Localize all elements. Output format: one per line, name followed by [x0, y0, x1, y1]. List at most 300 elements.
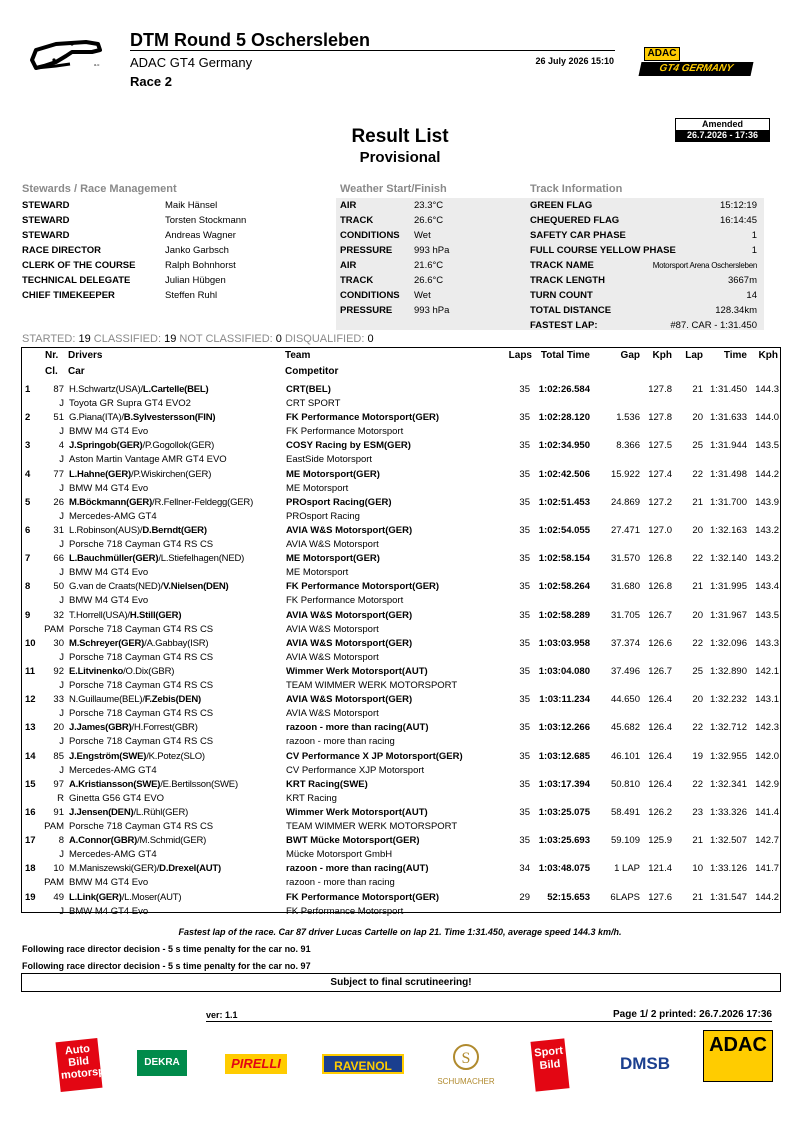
- car-number: 50: [53, 581, 64, 593]
- team: AVIA W&S Motorsport(GER): [286, 637, 413, 649]
- car-number: 33: [53, 694, 64, 706]
- car-number: 8: [58, 835, 64, 847]
- document-status: Provisional: [359, 149, 441, 166]
- driver-primary: A.Kristiansson(SWE): [69, 778, 161, 790]
- car-model: Porsche 718 Cayman GT4 RS CS: [69, 539, 214, 550]
- drivers: [69, 891, 181, 905]
- laps: 29: [519, 891, 530, 903]
- weather-title: Weather Start/Finish: [340, 183, 447, 195]
- best-lap-number: 21: [692, 496, 703, 508]
- col-team: Team: [285, 350, 311, 361]
- team: KRT Racing(SWE): [286, 778, 368, 790]
- best-lap-time: 1:32.232: [710, 694, 747, 706]
- kph: 121.4: [648, 863, 672, 875]
- class: J: [59, 680, 64, 691]
- laps: 35: [519, 553, 530, 565]
- steward-name: Steffen Ruhl: [165, 290, 218, 301]
- team: COSY Racing by ESM(GER): [286, 440, 411, 452]
- drivers: [69, 665, 174, 679]
- driver-primary: L.Bauchmüller(GER): [69, 553, 159, 565]
- best-lap-time: 1:31.944: [710, 440, 747, 452]
- class: J: [59, 426, 64, 438]
- competitor: KRT Racing: [286, 792, 337, 804]
- drivers: [69, 411, 215, 425]
- total-time: 1:03:25.075: [538, 807, 590, 818]
- page-info: Page 1/ 2 printed: 26.7.2026 17:36: [613, 1009, 772, 1020]
- track-info-label: GREEN FLAG: [530, 200, 593, 211]
- best-lap-number: 20: [692, 412, 703, 424]
- driver-secondary: H.Schwartz(USA)/: [69, 384, 143, 395]
- car-number: 32: [53, 609, 64, 621]
- drivers: [69, 524, 207, 538]
- drivers: [69, 806, 188, 820]
- car-model: Ginetta G56 GT4 EVO: [69, 792, 165, 804]
- gap: 8.366: [616, 440, 640, 452]
- result-position: 14: [25, 750, 36, 762]
- driver-primary: V.Nielsen(DEN): [163, 581, 229, 593]
- weather-label: PRESSURE: [340, 245, 393, 256]
- laps: 35: [519, 525, 530, 536]
- class: J: [59, 595, 64, 607]
- result-position: 6: [25, 525, 31, 536]
- decision-note-2: Following race director decision - 5 s time penalty for the car no. 97: [22, 961, 311, 971]
- weather-label: AIR: [340, 200, 357, 211]
- weather-label: TRACK: [340, 275, 374, 286]
- best-lap-kph: 144.2: [755, 891, 779, 903]
- driver-primary: F.Zebis(DEN): [144, 694, 201, 706]
- best-lap-kph: 144.0: [755, 412, 779, 424]
- best-lap-kph: 142.0: [755, 750, 779, 762]
- started-count: 19: [78, 333, 91, 345]
- col-class: Cl.: [45, 366, 58, 377]
- competitor: TEAM WIMMER WERK MOTORSPORT: [286, 680, 458, 691]
- gap: 1.536: [616, 412, 640, 424]
- car-model: BMW M4 GT4 Evo: [69, 595, 149, 607]
- total-time: 1:03:12.685: [538, 750, 590, 762]
- team: AVIA W&S Motorsport(GER): [286, 694, 413, 706]
- result-position: 10: [25, 637, 36, 649]
- result-position: 19: [25, 891, 36, 903]
- schumacher-logo: [434, 1042, 498, 1088]
- gap: 58.491: [610, 807, 640, 818]
- track-info-label: TURN COUNT: [530, 290, 593, 301]
- class: J: [59, 905, 64, 917]
- best-lap-time: 1:33.326: [710, 807, 747, 818]
- competitor: razoon - more than racing: [286, 877, 395, 889]
- amended-timestamp: 26.7.2026 - 17:36: [676, 130, 769, 141]
- laps: 35: [519, 807, 530, 818]
- weather-value: 23.3°C: [414, 200, 444, 211]
- car-number: 31: [53, 525, 64, 536]
- steward-name: Andreas Wagner: [165, 230, 236, 241]
- result-position: 7: [25, 553, 31, 565]
- total-time: 1:02:51.453: [538, 496, 590, 508]
- competitor: AVIA W&S Motorsport: [286, 651, 379, 663]
- gap: 31.570: [610, 553, 640, 565]
- competitor: EastSide Motorsport: [286, 454, 373, 466]
- weather-label: CONDITIONS: [340, 230, 400, 241]
- competitor: ME Motorsport: [286, 482, 349, 494]
- class: J: [59, 454, 64, 466]
- class: PAM: [44, 821, 64, 832]
- col-total-time: Total Time: [540, 350, 590, 361]
- best-lap-time: 1:33.126: [710, 863, 747, 875]
- best-lap-kph: 142.9: [755, 778, 779, 790]
- best-lap-kph: 143.5: [755, 440, 779, 452]
- car-model: Porsche 718 Cayman GT4 RS CS: [69, 680, 214, 691]
- driver-primary: J.Engström(SWE): [69, 750, 147, 762]
- track-info-value: 16:14:45: [720, 215, 757, 226]
- dekra-logo: DEKRA: [137, 1050, 187, 1076]
- driver-primary: J.Jensen(DEN): [69, 807, 134, 818]
- competitor: AVIA W&S Motorsport: [286, 708, 379, 720]
- drivers: [69, 693, 201, 707]
- laps: 35: [519, 496, 530, 508]
- class: J: [59, 764, 64, 776]
- col-lap: Lap: [685, 350, 703, 361]
- best-lap-kph: 141.7: [755, 863, 779, 875]
- best-lap-number: 19: [692, 750, 703, 762]
- driver-primary: M.Böckmann(GER): [69, 496, 153, 508]
- drivers: [69, 496, 253, 510]
- amended-label: Amended: [676, 119, 769, 130]
- driver-secondary: /L.Moser(AUT): [121, 891, 182, 903]
- classification-counts: [22, 333, 374, 345]
- best-lap-kph: 144.2: [755, 468, 779, 480]
- col-nr: Nr.: [45, 350, 59, 361]
- drivers: [69, 468, 211, 482]
- class: J: [59, 539, 64, 550]
- drivers: [69, 580, 228, 594]
- classified-count: 19: [164, 333, 177, 345]
- driver-secondary: G.Piana(ITA)/: [69, 412, 124, 424]
- total-time: 1:02:58.289: [538, 609, 590, 621]
- best-lap-number: 10: [692, 863, 703, 875]
- best-lap-number: 20: [692, 694, 703, 706]
- result-position: 8: [25, 581, 31, 593]
- col-kph: Kph: [652, 350, 672, 361]
- car-model: Aston Martin Vantage AMR GT4 EVO: [69, 454, 227, 466]
- car-model: Porsche 718 Cayman GT4 RS CS: [69, 821, 214, 832]
- started-label: STARTED:: [22, 333, 76, 345]
- car-number: 92: [53, 666, 64, 677]
- track-info-value: 1: [751, 245, 757, 256]
- track-info-label: TRACK LENGTH: [530, 275, 605, 286]
- team: FK Performance Motorsport(GER): [286, 412, 440, 424]
- total-time: 1:02:58.264: [538, 581, 590, 593]
- decision-note-1: Following race director decision - 5 s time penalty for the car no. 91: [22, 944, 311, 954]
- col-gap: Gap: [620, 350, 640, 361]
- track-info-label: SAFETY CAR PHASE: [530, 230, 626, 241]
- class: J: [59, 482, 64, 494]
- track-info-title: Track Information: [530, 183, 623, 195]
- driver-primary: B.Sylvestersson(FIN): [123, 412, 216, 424]
- competitor: FK Performance Motorsport: [286, 595, 404, 607]
- best-lap-kph: 142.3: [755, 722, 779, 734]
- driver-primary: H.Still(GER): [129, 609, 182, 621]
- adac-logo-text: ADAC: [644, 47, 680, 61]
- track-info-value: 3667m: [727, 275, 757, 286]
- event-date: 26 July 2026 15:10: [535, 56, 614, 66]
- col-drivers: Drivers: [68, 350, 103, 361]
- driver-secondary: /M.Schmid(GER): [137, 835, 207, 847]
- kph: 126.6: [648, 637, 672, 649]
- steward-role: CLERK OF THE COURSE: [22, 260, 136, 271]
- laps: 35: [519, 666, 530, 677]
- weather-value: 993 hPa: [414, 245, 450, 256]
- best-lap-kph: 143.3: [755, 637, 779, 649]
- car-model: Porsche 718 Cayman GT4 RS CS: [69, 736, 214, 748]
- weather-label: AIR: [340, 260, 357, 271]
- steward-name: Torsten Stockmann: [165, 215, 247, 226]
- schumacher-crest-icon: [434, 1042, 498, 1072]
- best-lap-time: 1:32.341: [710, 778, 747, 790]
- best-lap-number: 21: [692, 384, 703, 395]
- class: J: [59, 651, 64, 663]
- gt4-germany-text: GT4 GERMANY: [639, 62, 754, 76]
- total-time: 1:03:04.080: [538, 666, 590, 677]
- car-number: 4: [58, 440, 64, 452]
- car-model: Mercedes-AMG GT4: [69, 510, 157, 522]
- car-number: 51: [53, 412, 64, 424]
- driver-secondary: /P.Gogollok(GER): [142, 440, 215, 452]
- laps: 35: [519, 778, 530, 790]
- driver-secondary: /E.Bertilsson(SWE): [160, 778, 238, 790]
- car-model: Porsche 718 Cayman GT4 RS CS: [69, 623, 214, 635]
- kph: 127.0: [648, 525, 672, 536]
- sportbild-logo: Sport Bild: [530, 1038, 569, 1091]
- event-title: DTM Round 5 Oschersleben: [130, 30, 371, 50]
- kph: 126.7: [648, 666, 672, 677]
- competitor: razoon - more than racing: [286, 736, 395, 748]
- car-number: 10: [53, 863, 64, 875]
- best-lap-time: 1:31.633: [710, 412, 747, 424]
- drivers: [69, 834, 206, 848]
- competitor: FK Performance Motorsport: [286, 905, 404, 917]
- result-position: 4: [25, 468, 31, 480]
- best-lap-time: 1:31.700: [710, 496, 747, 508]
- competitor: Mücke Motorsport GmbH: [286, 849, 393, 861]
- total-time: 1:03:03.958: [538, 637, 590, 649]
- drivers: [69, 383, 209, 397]
- car-number: 66: [53, 553, 64, 565]
- gap: 31.705: [610, 609, 640, 621]
- steward-name: Ralph Bohnhorst: [165, 260, 236, 271]
- header-divider: [130, 50, 615, 51]
- driver-primary: A.Connor(GBR): [69, 835, 138, 847]
- driver-secondary: L.Robinson(AUS)/: [69, 525, 143, 536]
- best-lap-kph: 143.5: [755, 609, 779, 621]
- race-name: Race 2: [130, 74, 172, 89]
- car-model: Mercedes-AMG GT4: [69, 849, 157, 861]
- track-info-value: 128.34km: [715, 305, 757, 316]
- team: AVIA W&S Motorsport(GER): [286, 525, 413, 536]
- disqualified-label: DISQUALIFIED:: [284, 333, 365, 345]
- car-number: 49: [53, 891, 64, 903]
- kph: 127.4: [648, 468, 672, 480]
- steward-role: RACE DIRECTOR: [22, 245, 101, 256]
- team: PROsport Racing(GER): [286, 496, 392, 508]
- driver-secondary: T.Horrell(USA)/: [69, 609, 130, 621]
- gap: 50.810: [610, 778, 640, 790]
- laps: 35: [519, 468, 530, 480]
- car-model: Mercedes-AMG GT4: [69, 764, 157, 776]
- document-title: Result List: [351, 126, 449, 147]
- gap: 6LAPS: [610, 891, 640, 903]
- total-time: 1:03:25.693: [538, 835, 590, 847]
- best-lap-kph: 141.4: [755, 807, 779, 818]
- car-number: 97: [53, 778, 64, 790]
- driver-secondary: G.van de Craats(NED)/: [69, 581, 163, 593]
- steward-role: STEWARD: [22, 200, 70, 211]
- result-position: 11: [25, 666, 36, 677]
- driver-secondary: /P.Wiskirchen(GER): [131, 468, 212, 480]
- best-lap-kph: 142.7: [755, 835, 779, 847]
- drivers: [69, 778, 238, 792]
- gap: 59.109: [610, 835, 640, 847]
- best-lap-kph: 142.1: [755, 666, 779, 677]
- car-model: BMW M4 GT4 Evo: [69, 426, 149, 438]
- kph: 126.8: [648, 581, 672, 593]
- best-lap-number: 25: [692, 666, 703, 677]
- best-lap-number: 20: [692, 609, 703, 621]
- best-lap-number: 21: [692, 581, 703, 593]
- steward-role: TECHNICAL DELEGATE: [22, 275, 131, 286]
- total-time: 52:15.653: [547, 891, 590, 903]
- stewards-title: Stewards / Race Management: [22, 183, 177, 195]
- gap: 1 LAP: [614, 863, 640, 875]
- team: ME Motorsport(GER): [286, 468, 380, 480]
- best-lap-time: 1:31.498: [710, 468, 747, 480]
- gap: 46.101: [610, 750, 640, 762]
- best-lap-kph: 143.1: [755, 694, 779, 706]
- total-time: 1:02:58.154: [538, 553, 590, 565]
- best-lap-kph: 143.4: [755, 581, 779, 593]
- pirelli-logo: PIRELLI: [225, 1054, 287, 1074]
- class: J: [59, 736, 64, 748]
- weather-label: PRESSURE: [340, 305, 393, 316]
- best-lap-time: 1:32.890: [710, 666, 747, 677]
- total-time: 1:02:34.950: [538, 440, 590, 452]
- best-lap-kph: 143.9: [755, 496, 779, 508]
- series-name: ADAC GT4 Germany: [130, 55, 253, 70]
- result-position: 15: [25, 778, 36, 790]
- best-lap-number: 21: [692, 891, 703, 903]
- kph: 126.2: [648, 807, 672, 818]
- competitor: AVIA W&S Motorsport: [286, 623, 379, 635]
- competitor: CRT SPORT: [286, 398, 341, 409]
- best-lap-number: 21: [692, 835, 703, 847]
- weather-value: Wet: [414, 290, 431, 301]
- best-lap-number: 22: [692, 637, 703, 649]
- car-number: 30: [53, 637, 64, 649]
- laps: 35: [519, 412, 530, 424]
- competitor: PROsport Racing: [286, 510, 360, 522]
- kph: 126.4: [648, 778, 672, 790]
- best-lap-time: 1:32.140: [710, 553, 747, 565]
- car-number: 26: [53, 496, 64, 508]
- car-number: 85: [53, 750, 64, 762]
- kph: 127.6: [648, 891, 672, 903]
- col-laps: Laps: [508, 350, 532, 361]
- class: J: [59, 398, 64, 409]
- gap: 24.869: [610, 496, 640, 508]
- weather-value: 993 hPa: [414, 305, 450, 316]
- driver-secondary: N.Guillaume(BEL)/: [69, 694, 145, 706]
- class: R: [57, 792, 64, 804]
- total-time: 1:02:28.120: [538, 412, 590, 424]
- steward-name: Julian Hübgen: [165, 275, 226, 286]
- steward-role: CHIEF TIMEKEEPER: [22, 290, 115, 301]
- steward-name: Maik Hänsel: [165, 200, 218, 211]
- team: razoon - more than racing(AUT): [286, 722, 429, 734]
- driver-secondary: /L.Rühl(GER): [133, 807, 189, 818]
- version: ver: 1.1: [206, 1010, 238, 1020]
- car-model: Porsche 718 Cayman GT4 RS CS: [69, 708, 214, 720]
- best-lap-time: 1:32.163: [710, 525, 747, 536]
- weather-label: TRACK: [340, 215, 374, 226]
- driver-secondary: /A.Gabbay(ISR): [144, 637, 209, 649]
- result-position: 3: [25, 440, 31, 452]
- weather-value: Wet: [414, 230, 431, 241]
- kph: 126.4: [648, 722, 672, 734]
- track-info-label: TOTAL DISTANCE: [530, 305, 612, 316]
- track-layout-logo: [26, 30, 118, 78]
- car-model: Toyota GR Supra GT4 EVO2: [69, 398, 191, 409]
- gap: 15.922: [610, 468, 640, 480]
- result-position: 1: [25, 384, 31, 395]
- weather-value: 26.6°C: [414, 215, 444, 226]
- scrutineering-notice: Subject to final scrutineering!: [21, 973, 781, 992]
- competitor: FK Performance Motorsport: [286, 426, 404, 438]
- track-info-label: FULL COURSE YELLOW PHASE: [530, 245, 676, 256]
- steward-name: Janko Garbsch: [165, 245, 229, 256]
- kph: 125.9: [648, 835, 672, 847]
- kph: 126.7: [648, 609, 672, 621]
- car-number: 20: [53, 722, 64, 734]
- team: CV Performance X JP Motorsport(GER): [286, 750, 463, 762]
- driver-secondary: /K.Potez(SLO): [146, 750, 205, 762]
- best-lap-number: 23: [692, 807, 703, 818]
- team: razoon - more than racing(AUT): [286, 863, 429, 875]
- kph: 127.5: [648, 440, 672, 452]
- gap: 37.496: [610, 666, 640, 677]
- drivers: [69, 750, 205, 764]
- driver-primary: D.Drexel(AUT): [159, 863, 221, 875]
- team: Wimmer Werk Motorsport(AUT): [286, 807, 428, 818]
- team: Wimmer Werk Motorsport(AUT): [286, 666, 428, 677]
- best-lap-time: 1:32.955: [710, 750, 747, 762]
- gap: 27.471: [610, 525, 640, 536]
- best-lap-time: 1:31.967: [710, 609, 747, 621]
- drivers: [69, 609, 181, 623]
- car-model: BMW M4 GT4 Evo: [69, 482, 149, 494]
- result-position: 2: [25, 412, 31, 424]
- best-lap-time: 1:32.507: [710, 835, 747, 847]
- weather-label: CONDITIONS: [340, 290, 400, 301]
- result-position: 13: [25, 722, 36, 734]
- driver-primary: L.Link(GER): [69, 891, 122, 903]
- total-time: 1:03:11.234: [539, 694, 590, 706]
- kph: 126.4: [648, 750, 672, 762]
- competitor: AVIA W&S Motorsport: [286, 539, 379, 550]
- col-competitor: Competitor: [285, 366, 339, 377]
- best-lap-time: 1:31.995: [710, 581, 747, 593]
- laps: 35: [519, 722, 530, 734]
- car-number: 77: [53, 468, 64, 480]
- best-lap-kph: 143.2: [755, 553, 779, 565]
- drivers: [69, 862, 221, 876]
